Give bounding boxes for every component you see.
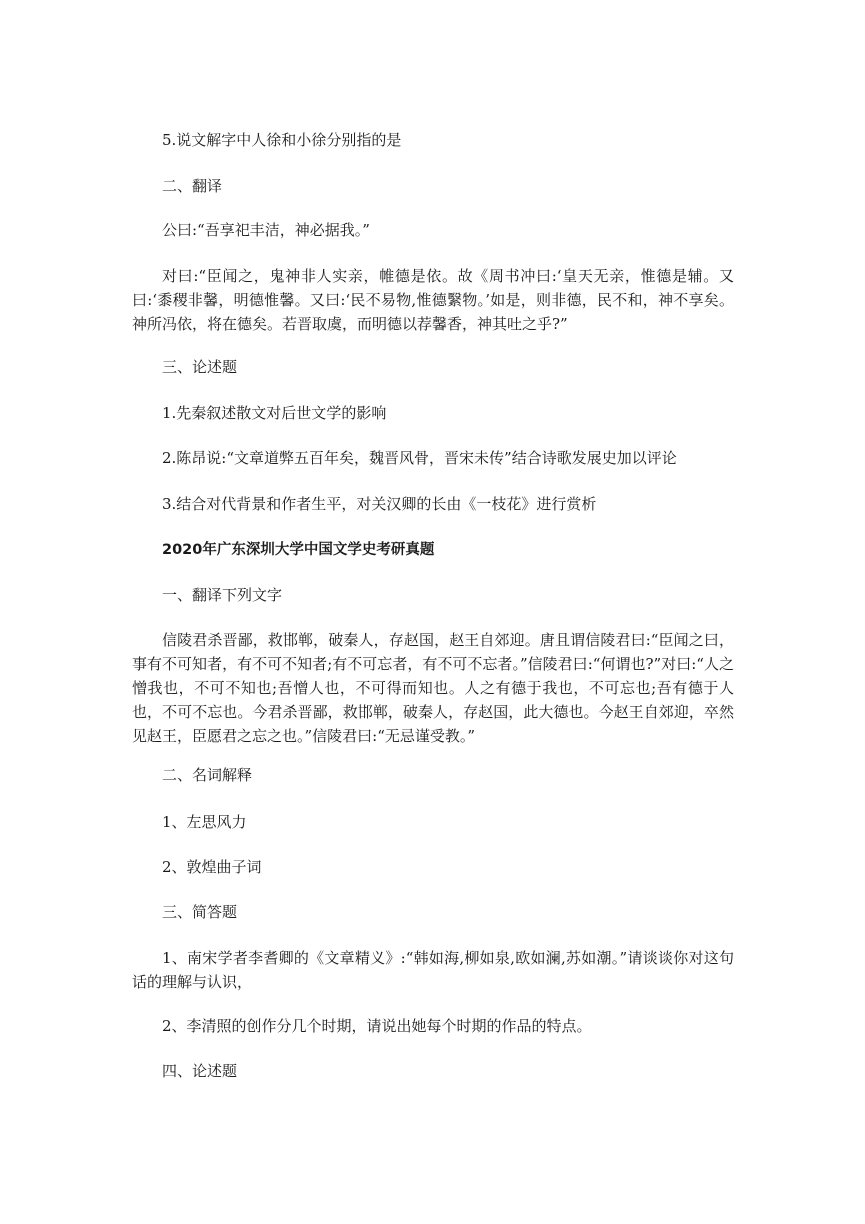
section-heading-terms: 二、名词解释 — [162, 766, 253, 784]
question-5: 5.说文解字中人徐和小徐分别指的是 — [162, 131, 402, 149]
section-heading-essay: 三、论述题 — [162, 358, 238, 376]
passage-dui-yue: 对曰:“臣闻之，鬼神非人实亲，帷德是依。故《周书冲曰:‘皇天无亲，惟德是辅。又曰:‘黍稷非馨，明德惟馨。又曰:‘民不易物,惟德繄物。’如是，则非德，民不和，神不享矣。神所冯依，将在德矣。若晋取虞，而明德以荐馨香，神其吐之乎?” — [132, 267, 734, 333]
section-heading-essay-2: 四、论述题 — [162, 1062, 238, 1080]
essay-question-3: 3.结合对代背景和作者生平，对关汉卿的长由《一枝花》进行赏析 — [162, 495, 597, 513]
section-heading-translate-text: 一、翻译下列文字 — [162, 586, 283, 604]
section-heading-short-answer: 三、简答题 — [162, 903, 238, 921]
passage-xinlingjun: 信陵君杀晋鄙，救邯郸，破秦人，存赵国，赵王自郊迎。唐且谓信陵君曰:“臣闻之曰，事有不可知者，有不可不知者;有不可忘者，有不可不忘者。”信陵君曰:“何谓也?”对曰:“人之憎我也，不可不知也;吾憎人也，不可得而知也。人之有德于我也，不可忘也;吾有德于人也，不可不忘也。今君杀晋鄙，救邯郸，破秦人，存赵国，此大德也。今赵王自郊迎，卒然见赵王，臣愿君之忘之也。”信陵君曰:“无忌谨受教。” — [132, 631, 734, 745]
exam-title: 2020年广东深圳大学中国文学史考研真题 — [162, 542, 435, 558]
term-1: 1、左思风力 — [162, 813, 247, 831]
term-2: 2、敦煌曲子词 — [162, 858, 262, 876]
short-answer-2: 2、李清照的创作分几个时期，请说出她每个时期的作品的特点。 — [162, 1017, 592, 1035]
essay-question-2: 2.陈昂说:“文章道弊五百年矣，魏晋风骨，晋宋未传”结合诗歌发展史加以评论 — [162, 449, 677, 467]
short-answer-1: 1、南宋学者李耆卿的《文章精义》:“韩如海,柳如泉,欧如澜,苏如潮。”请谈谈你对这句话的理解与认识， — [132, 949, 734, 991]
quote-gong-yue: 公曰:“吾享祀丰洁，神必据我。” — [162, 221, 370, 239]
essay-question-1: 1.先秦叙述散文对后世文学的影响 — [162, 404, 387, 422]
section-heading-translate: 二、翻译 — [162, 177, 223, 195]
